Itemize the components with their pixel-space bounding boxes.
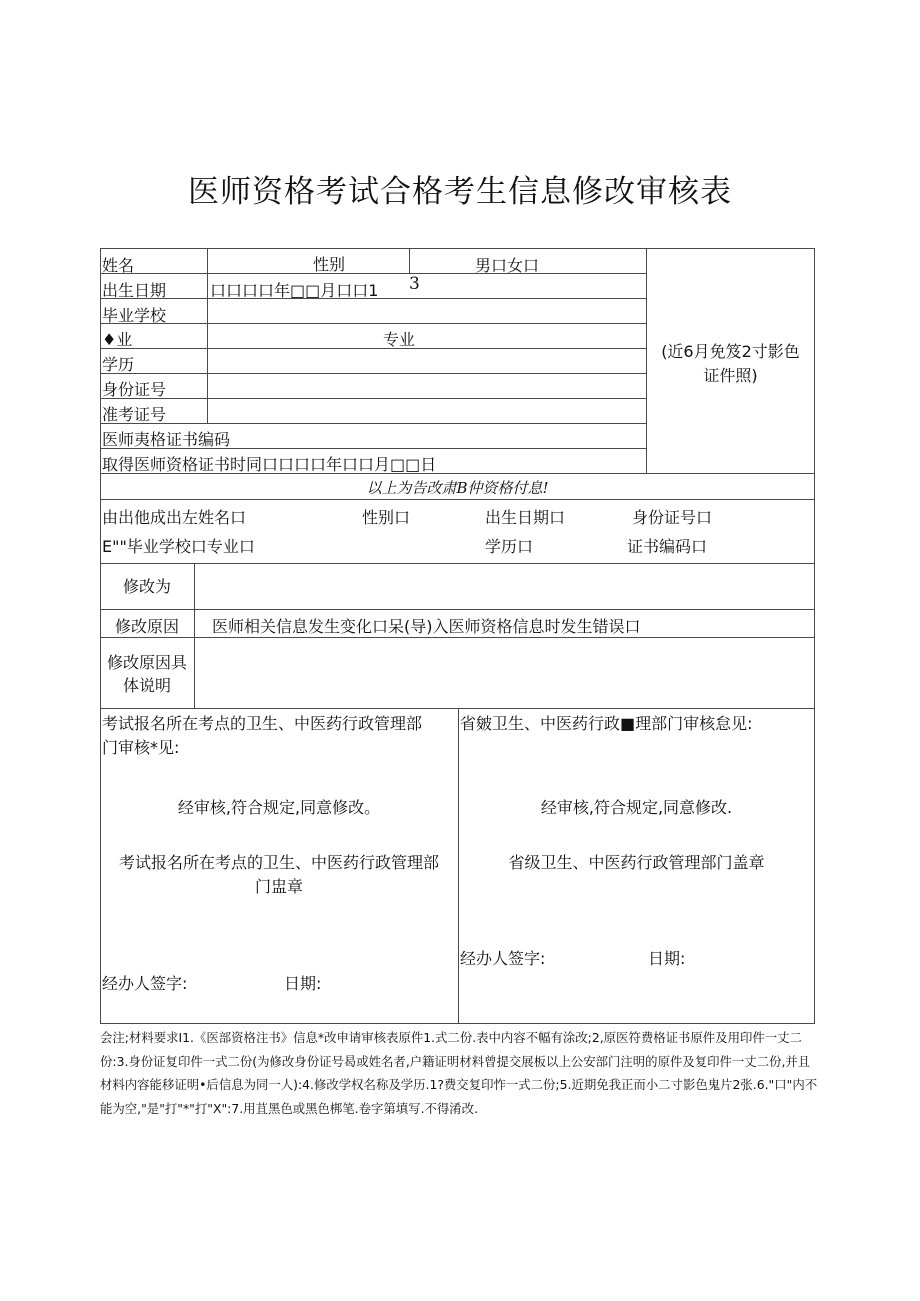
certificate-date-label: 取得医师资格证书时同口口口口年口口月□□日 <box>102 455 437 474</box>
name-label: 姓名 <box>102 256 135 275</box>
left-review-stamp-line1: 考试报名所在考点的卫生、中医药行政管理部 <box>118 853 439 872</box>
page-title: 医师资格考试合格考生信息修改审核表 <box>188 174 732 210</box>
gender-options[interactable]: 男口女口 <box>475 256 540 275</box>
birth-value[interactable]: 口口口口年□□月口口1 <box>210 281 379 300</box>
birth-extra: 3 <box>409 274 420 294</box>
footnote: 会注;材料要求I1.《医部资格注书》信息*改申请审核表原件1.式二份.表中内容不幅有涂改;2,原医符费格证书原件及用印件一丈二份:3.身份证复印件一式二份(为修改身份证号曷或姓名者,户籍证明材料曾提交展板以上公安部门注明的原件及复印件一丈二份,并且材料内容能移证明•后信息为同一人):4.修改学权名称及学历.1?费交复印怍一式二份;5.近期免我正而小二寸影色鬼片2张.6."口"内不能为空,"是"打"*"打"X":7.用苴黑色或黑色梆笔.卷字第填写.不得淆改. <box>100 1030 818 1116</box>
left-signer-label: 经办人签字: <box>102 974 188 993</box>
right-review-header: 省皴卫生、中医药行政■理部门审核怠见: <box>460 714 753 733</box>
right-review-stamp: 省级卫生、中医药行政管理部门盖章 <box>508 853 765 872</box>
id-number-label: 身份证号 <box>102 380 167 399</box>
major-left-label: ♦业 <box>102 330 133 349</box>
field-education-check[interactable]: 学历口 <box>485 537 534 556</box>
left-review-opinion: 经审核,符合规定,同意修改。 <box>177 798 381 817</box>
gender-label: 性别 <box>313 255 346 274</box>
reason-detail-field[interactable] <box>195 638 813 707</box>
right-review-opinion: 经审核,符合规定,同意修改. <box>540 798 733 817</box>
education-label: 学历 <box>102 355 135 374</box>
certificate-number-label: 医师夷格证书编码 <box>102 430 231 449</box>
photo-instruction-line1: (近6月免笈2寸影色 <box>661 342 800 361</box>
left-date-label: 日期: <box>284 974 322 993</box>
field-gender-check[interactable]: 性别口 <box>362 508 411 527</box>
reason-detail-label-line1: 修改原因具 <box>106 653 187 672</box>
school-label: 毕业学校 <box>102 306 167 325</box>
reason-value[interactable]: 医师相关信息发生变化口呆(导)入医师资格信息时发生错误口 <box>212 617 641 636</box>
left-review-header-line1: 考试报名所在考点的卫生、中医药行政管理部 <box>102 714 423 733</box>
birth-label: 出生日期 <box>102 281 167 300</box>
field-birth-check[interactable]: 出生日期口 <box>485 508 566 527</box>
modify-to-field[interactable] <box>195 564 813 608</box>
modify-to-label: 修改为 <box>122 577 171 596</box>
photo-instruction-line2: 证件照) <box>703 366 758 385</box>
exam-number-label: 准考证号 <box>102 405 167 424</box>
field-certificate-check[interactable]: 证书编码口 <box>627 537 708 556</box>
right-signer-label: 经办人签字: <box>460 949 546 968</box>
reason-detail-label-line2: 体说明 <box>122 676 171 695</box>
right-date-label: 日期: <box>648 949 686 968</box>
field-school-major-check[interactable]: E""毕业学校口专业口 <box>102 537 255 556</box>
major-label: 专业 <box>383 330 416 349</box>
left-review-header-line2: 门审核*见: <box>102 738 180 757</box>
reason-label: 修改原因 <box>114 617 179 636</box>
field-id-check[interactable]: 身份证号口 <box>632 508 713 527</box>
field-name-check[interactable]: 由出他成出左姓名口 <box>102 508 247 527</box>
notice-row: 以上为告改肃B仲资格付息! <box>366 479 549 497</box>
left-review-stamp-line2: 门盅章 <box>254 877 303 896</box>
